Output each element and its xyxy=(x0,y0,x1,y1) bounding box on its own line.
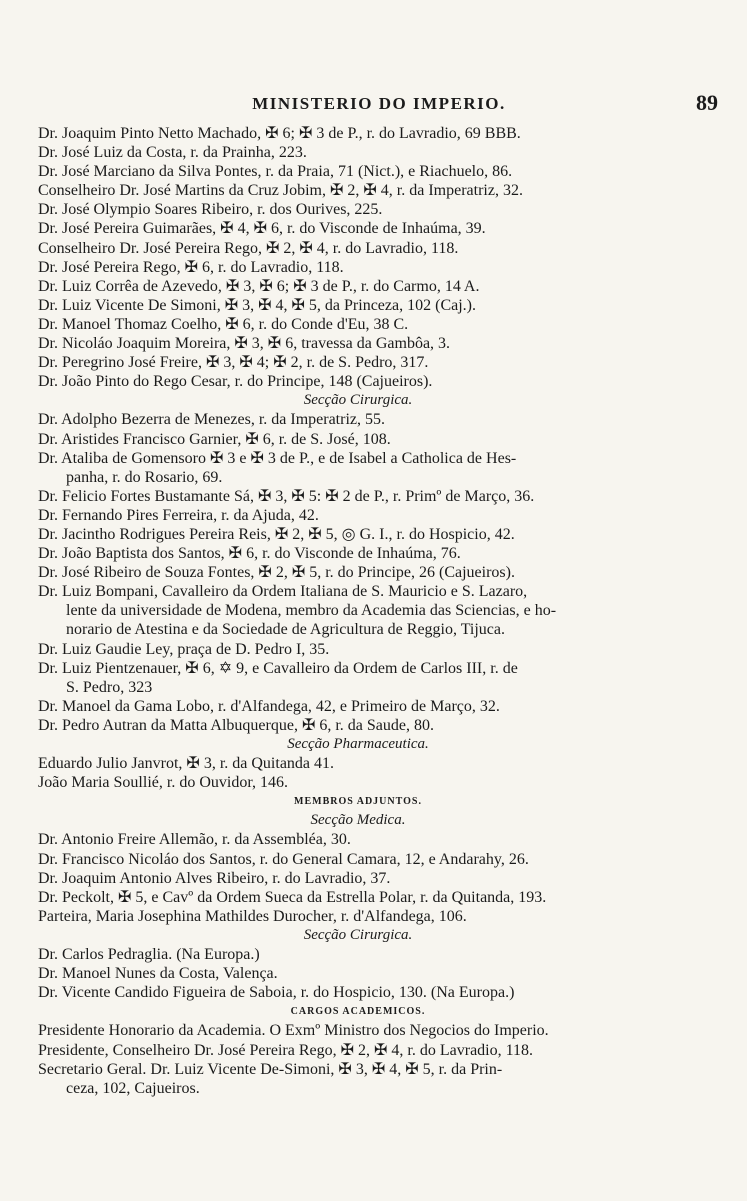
entry-line: Dr. Carlos Pedraglia. (Na Europa.) xyxy=(38,946,260,964)
entry-line: Dr. João Baptista dos Santos, ✠ 6, r. do Visconde de Inhaúma, 76. xyxy=(38,545,461,563)
entry-line: Dr. João Pinto do Rego Cesar, r. do Principe, 148 (Cajueiros). xyxy=(38,373,433,391)
entry-line: Eduardo Julio Janvrot, ✠ 3, r. da Quitanda 41. xyxy=(38,755,335,773)
entry-line: Parteira, Maria Josephina Mathildes Durocher, r. d'Alfandega, 106. xyxy=(38,907,467,925)
entry-line: Dr. José Marciano da Silva Pontes, r. da Praia, 71 (Nict.), e Riachuelo, 86. xyxy=(38,163,513,181)
entry-line: Presidente, Conselheiro Dr. José Pereira Rego, ✠ 2, ✠ 4, r. do Lavradio, 118. xyxy=(38,1041,534,1059)
entry-line: Dr. Fernando Pires Ferreira, r. da Ajuda, 42. xyxy=(38,506,319,524)
entry-line: Conselheiro Dr. José Pereira Rego, ✠ 2, ✠ 4, r. do Lavradio, 118. xyxy=(38,239,459,257)
entry-line: Dr. Aristides Francisco Garnier, ✠ 6, r. de S. José, 108. xyxy=(38,430,391,448)
section-heading: Secção Cirurgica. xyxy=(303,926,413,943)
entry-line: Dr. Joaquim Pinto Netto Machado, ✠ 6; ✠ 3 de P., r. do Lavradio, 69 BBB. xyxy=(38,125,521,142)
entry-line: Dr. José Olympio Soares Ribeiro, r. dos Ourives, 225. xyxy=(38,201,383,219)
category-heading: MEMBROS ADJUNTOS. xyxy=(294,796,422,808)
entry-line: Dr. Ataliba de Gomensoro ✠ 3 e ✠ 3 de P., e de Isabel a Catholica de Hes- xyxy=(38,449,517,467)
entry-line: Conselheiro Dr. José Martins da Cruz Jobim, ✠ 2, ✠ 4, r. da Imperatriz, 32. xyxy=(38,182,523,200)
entry-line: Dr. Francisco Nicoláo dos Santos, r. do General Camara, 12, e Andarahy, 26. xyxy=(38,850,529,868)
section-heading: Secção Pharmaceutica. xyxy=(287,736,429,752)
category-heading: CARGOS ACADEMICOS. xyxy=(290,1006,426,1018)
section-heading: Secção Cirurgica. xyxy=(303,392,413,409)
entry-line: Dr. José Pereira Rego, ✠ 6, r. do Lavradio, 118. xyxy=(38,258,344,276)
page-header xyxy=(40,90,718,118)
entry-line: Dr. José Luiz da Costa, r. da Prainha, 223. xyxy=(38,144,307,162)
entry-line: Dr. Luiz Vicente De Simoni, ✠ 3, ✠ 4, ✠ 5, da Princeza, 102 (Caj.). xyxy=(38,296,476,314)
entry-line: João Maria Soullié, r. do Ouvidor, 146. xyxy=(38,774,288,792)
entry-line: Dr. Luiz Pientzenauer, ✠ 6, ✡ 9, e Cavalleiro da Ordem de Carlos III, r. de xyxy=(38,659,518,677)
entry-line: Dr. José Ribeiro de Souza Fontes, ✠ 2, ✠ 5, r. do Principe, 26 (Cajueiros). xyxy=(38,564,515,582)
entry-line: Secretario Geral. Dr. Luiz Vicente De-Simoni, ✠ 3, ✠ 4, ✠ 5, r. da Prin- xyxy=(38,1060,503,1078)
entry-line: Dr. Luiz Bompani, Cavalleiro da Ordem Italiana de S. Mauricio e S. Lazaro, xyxy=(38,583,528,601)
entry-continuation: panha, r. do Rosario, 69. xyxy=(66,468,223,486)
entry-line: Dr. Peregrino José Freire, ✠ 3, ✠ 4; ✠ 2, r. de S. Pedro, 317. xyxy=(38,354,429,372)
entry-continuation: ceza, 102, Cajueiros. xyxy=(66,1079,200,1097)
entry-line: Presidente Honorario da Academia. O Exmº Ministro dos Negocios do Imperio. xyxy=(38,1022,549,1040)
entry-line: Dr. Adolpho Bezerra de Menezes, r. da Imperatriz, 55. xyxy=(38,411,385,429)
entry-line: Dr. Pedro Autran da Matta Albuquerque, ✠ 6, r. da Saude, 80. xyxy=(38,716,434,734)
entry-line: Dr. Joaquim Antonio Alves Ribeiro, r. do Lavradio, 37. xyxy=(38,869,391,887)
page-number: 89 xyxy=(696,90,718,115)
entry-continuation: norario de Atestina e da Sociedade de Agricultura de Reggio, Tijuca. xyxy=(66,621,505,639)
entry-line: Dr. Nicoláo Joaquim Moreira, ✠ 3, ✠ 6, travessa da Gambôa, 3. xyxy=(38,335,451,353)
entry-continuation: S. Pedro, 323 xyxy=(66,678,153,696)
entry-line: Dr. Felicio Fortes Bustamante Sá, ✠ 3, ✠ 5: ✠ 2 de P., r. Primº de Março, 36. xyxy=(38,487,535,505)
entry-line: Dr. Vicente Candido Figueira de Saboia, r. do Hospicio, 130. (Na Europa.) xyxy=(38,984,515,1002)
entry-line: Dr. Luiz Corrêa de Azevedo, ✠ 3, ✠ 6; ✠ 3 de P., r. do Carmo, 14 A. xyxy=(38,277,480,295)
section-heading: Secção Medica. xyxy=(310,812,406,829)
entry-line: Dr. Manoel Nunes da Costa, Valença. xyxy=(38,965,278,983)
entry-line: Dr. Jacintho Rodrigues Pereira Reis, ✠ 2, ✠ 5, ◎ G. I., r. do Hospicio, 42. xyxy=(38,525,515,543)
entry-line: Dr. Luiz Gaudie Ley, praça de D. Pedro I, 35. xyxy=(38,640,330,658)
document-body xyxy=(38,124,678,1098)
entry-line: Dr. Antonio Freire Allemão, r. da Assembléa, 30. xyxy=(38,831,351,849)
entry-continuation: lente da universidade de Modena, membro da Academia das Sciencias, e ho- xyxy=(66,602,557,620)
entry-line: Dr. Manoel Thomaz Coelho, ✠ 6, r. do Conde d'Eu, 38 C. xyxy=(38,315,409,333)
entry-line: Dr. José Pereira Guimarães, ✠ 4, ✠ 6, r. do Visconde de Inhaúma, 39. xyxy=(38,220,486,238)
entry-line: Dr. Manoel da Gama Lobo, r. d'Alfandega, 42, e Primeiro de Março, 32. xyxy=(38,697,500,715)
page-title: MINISTERIO DO IMPERIO. xyxy=(252,94,506,113)
entry-line: Dr. Peckolt, ✠ 5, e Cavº da Ordem Sueca da Estrella Polar, r. da Quitanda, 193. xyxy=(38,888,547,906)
